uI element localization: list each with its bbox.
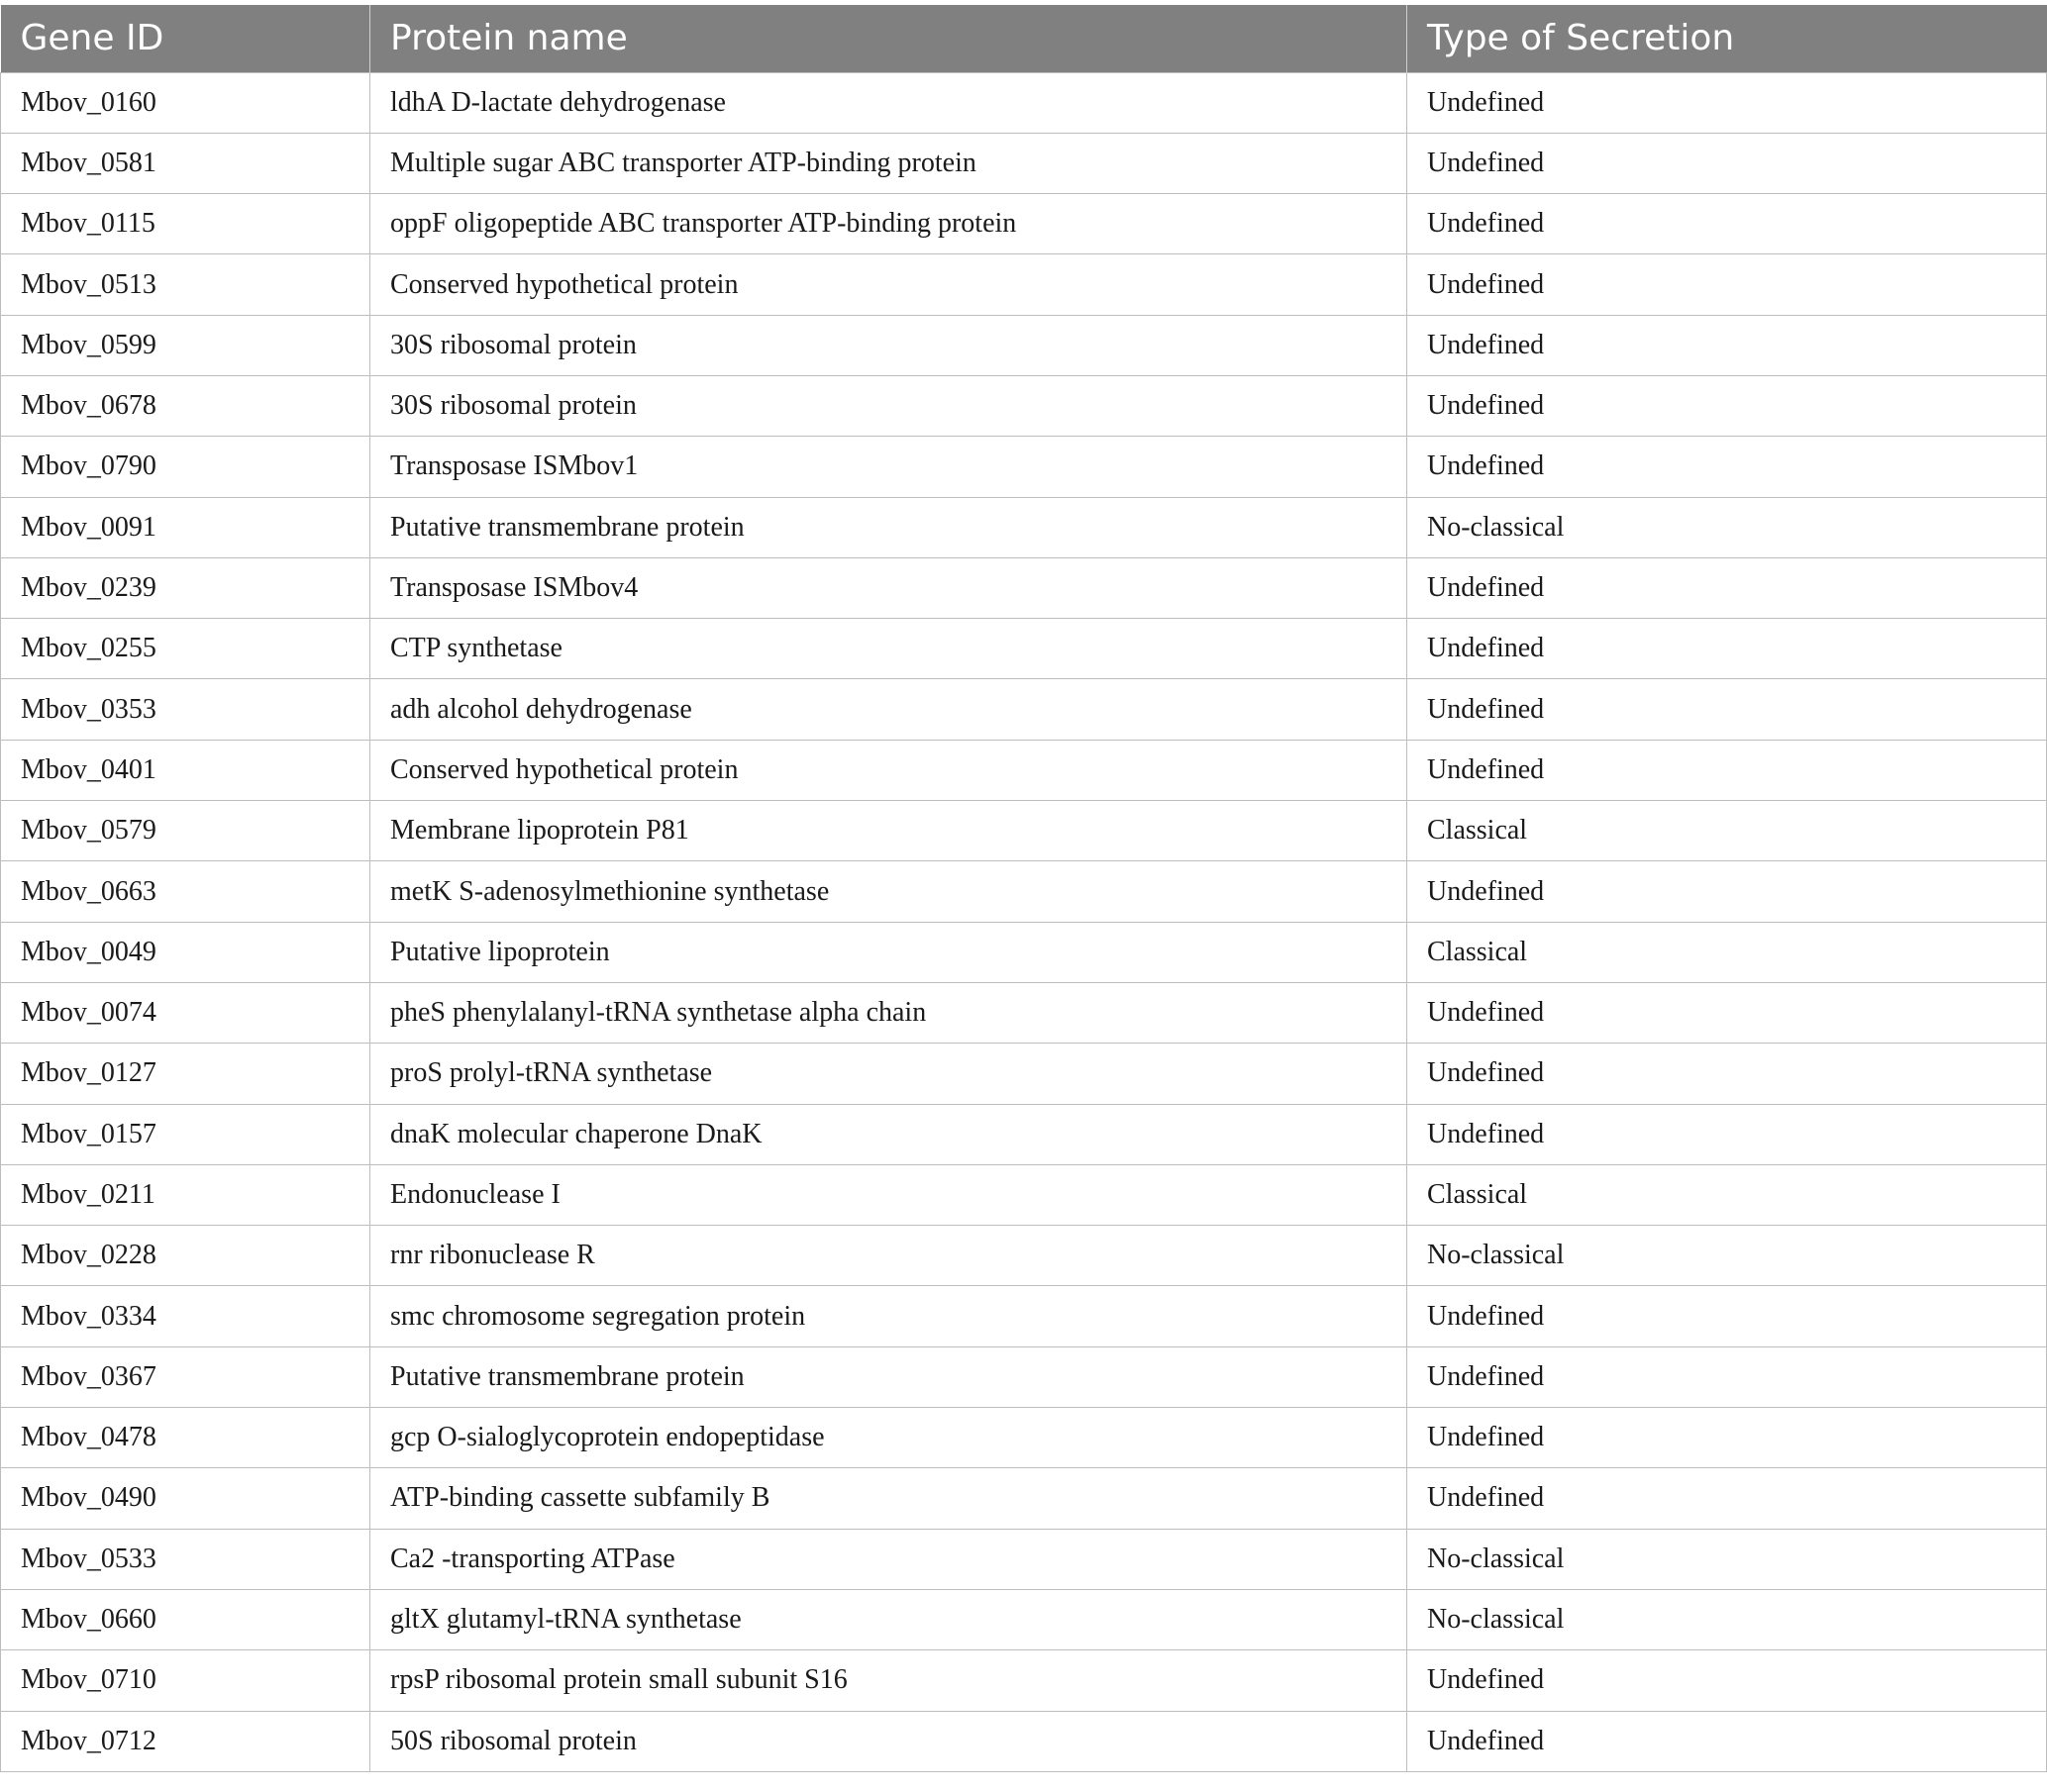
- secretion-type-cell: Undefined: [1407, 72, 2047, 133]
- table-row: [1, 740, 2047, 800]
- gene-id-cell: Mbov_0599: [1, 315, 370, 375]
- protein-name-cell: 30S ribosomal protein: [370, 375, 1407, 436]
- table-header: [1, 5, 2047, 72]
- gene-id-cell: Mbov_0790: [1, 437, 370, 497]
- table-row: [1, 619, 2047, 679]
- gene-id-cell: Mbov_0160: [1, 72, 370, 133]
- column-header-gene-id: Gene ID: [20, 18, 164, 59]
- header-row: [1, 5, 2047, 72]
- table-row: [1, 1346, 2047, 1407]
- protein-name-cell: Membrane lipoprotein P81: [370, 801, 1407, 861]
- protein-name-cell: smc chromosome segregation protein: [370, 1286, 1407, 1346]
- gene-id-cell: Mbov_0710: [1, 1650, 370, 1711]
- secretion-type-cell: Classical: [1407, 801, 2047, 861]
- gene-id-cell: Mbov_0115: [1, 194, 370, 254]
- table-row: [1, 1589, 2047, 1649]
- secretion-type-cell: Undefined: [1407, 1286, 2047, 1346]
- secretion-type-cell: Undefined: [1407, 557, 2047, 618]
- table-body: [1, 72, 2047, 1771]
- secretion-table-container: [0, 5, 2046, 1772]
- protein-name-cell: Transposase ISMbov4: [370, 557, 1407, 618]
- secretion-type-cell: Classical: [1407, 922, 2047, 982]
- table-row: [1, 497, 2047, 557]
- secretion-type-cell: Undefined: [1407, 315, 2047, 375]
- table-row: [1, 1650, 2047, 1711]
- gene-id-cell: Mbov_0049: [1, 922, 370, 982]
- secretion-type-cell: Undefined: [1407, 982, 2047, 1043]
- table-row: [1, 1529, 2047, 1589]
- protein-name-cell: CTP synthetase: [370, 619, 1407, 679]
- secretion-type-cell: Classical: [1407, 1164, 2047, 1225]
- table-row: [1, 1226, 2047, 1286]
- table-row: [1, 1711, 2047, 1771]
- table-row: [1, 254, 2047, 315]
- gene-id-cell: Mbov_0157: [1, 1104, 370, 1164]
- protein-name-cell: Transposase ISMbov1: [370, 437, 1407, 497]
- secretion-type-cell: Undefined: [1407, 133, 2047, 193]
- protein-name-cell: dnaK molecular chaperone DnaK: [370, 1104, 1407, 1164]
- table-row: [1, 1044, 2047, 1104]
- protein-name-cell: gcp O-sialoglycoprotein endopeptidase: [370, 1408, 1407, 1468]
- table-row: [1, 1286, 2047, 1346]
- secretion-type-cell: No-classical: [1407, 1589, 2047, 1649]
- secretion-type-cell: No-classical: [1407, 1226, 2047, 1286]
- protein-name-cell: Conserved hypothetical protein: [370, 740, 1407, 800]
- gene-id-cell: Mbov_0660: [1, 1589, 370, 1649]
- gene-id-cell: Mbov_0239: [1, 557, 370, 618]
- table-row: [1, 679, 2047, 740]
- secretion-type-cell: Undefined: [1407, 740, 2047, 800]
- table-row: [1, 1468, 2047, 1529]
- table-row: [1, 315, 2047, 375]
- protein-name-cell: Endonuclease I: [370, 1164, 1407, 1225]
- protein-name-cell: Putative transmembrane protein: [370, 1346, 1407, 1407]
- gene-id-cell: Mbov_0074: [1, 982, 370, 1043]
- protein-name-cell: 30S ribosomal protein: [370, 315, 1407, 375]
- gene-id-cell: Mbov_0211: [1, 1164, 370, 1225]
- table-row: [1, 982, 2047, 1043]
- secretion-type-cell: Undefined: [1407, 194, 2047, 254]
- protein-name-cell: pheS phenylalanyl-tRNA synthetase alpha chain: [370, 982, 1407, 1043]
- secretion-type-cell: No-classical: [1407, 497, 2047, 557]
- gene-id-cell: Mbov_0127: [1, 1044, 370, 1104]
- gene-id-cell: Mbov_0712: [1, 1711, 370, 1771]
- gene-id-cell: Mbov_0255: [1, 619, 370, 679]
- gene-id-cell: Mbov_0513: [1, 254, 370, 315]
- gene-id-cell: Mbov_0663: [1, 861, 370, 922]
- secretion-type-cell: Undefined: [1407, 1711, 2047, 1771]
- secretion-type-cell: Undefined: [1407, 1346, 2047, 1407]
- table-row: [1, 1104, 2047, 1164]
- protein-name-cell: ldhA D-lactate dehydrogenase: [370, 72, 1407, 133]
- gene-id-cell: Mbov_0228: [1, 1226, 370, 1286]
- table-row: [1, 801, 2047, 861]
- protein-name-cell: Multiple sugar ABC transporter ATP-binding protein: [370, 133, 1407, 193]
- protein-name-cell: proS prolyl-tRNA synthetase: [370, 1044, 1407, 1104]
- secretion-type-cell: Undefined: [1407, 437, 2047, 497]
- secretion-type-cell: Undefined: [1407, 1044, 2047, 1104]
- table-row: [1, 375, 2047, 436]
- secretion-type-cell: Undefined: [1407, 375, 2047, 436]
- gene-id-cell: Mbov_0367: [1, 1346, 370, 1407]
- secretion-type-cell: No-classical: [1407, 1529, 2047, 1589]
- protein-name-cell: Ca2 -transporting ATPase: [370, 1529, 1407, 1589]
- protein-name-cell: metK S-adenosylmethionine synthetase: [370, 861, 1407, 922]
- protein-name-cell: 50S ribosomal protein: [370, 1711, 1407, 1771]
- table-row: [1, 437, 2047, 497]
- protein-name-cell: Putative lipoprotein: [370, 922, 1407, 982]
- protein-name-cell: gltX glutamyl-tRNA synthetase: [370, 1589, 1407, 1649]
- protein-name-cell: rnr ribonuclease R: [370, 1226, 1407, 1286]
- protein-name-cell: adh alcohol dehydrogenase: [370, 679, 1407, 740]
- secretion-type-cell: Undefined: [1407, 619, 2047, 679]
- table-row: [1, 72, 2047, 133]
- gene-id-cell: Mbov_0401: [1, 740, 370, 800]
- gene-id-cell: Mbov_0533: [1, 1529, 370, 1589]
- protein-name-cell: Putative transmembrane protein: [370, 497, 1407, 557]
- gene-id-cell: Mbov_0490: [1, 1468, 370, 1529]
- secretion-type-cell: Undefined: [1407, 1408, 2047, 1468]
- gene-id-cell: Mbov_0579: [1, 801, 370, 861]
- secretion-type-cell: Undefined: [1407, 1104, 2047, 1164]
- gene-id-cell: Mbov_0334: [1, 1286, 370, 1346]
- gene-id-cell: Mbov_0353: [1, 679, 370, 740]
- gene-id-cell: Mbov_0478: [1, 1408, 370, 1468]
- secretion-type-cell: Undefined: [1407, 1468, 2047, 1529]
- table-row: [1, 194, 2047, 254]
- gene-id-cell: Mbov_0091: [1, 497, 370, 557]
- protein-name-cell: rpsP ribosomal protein small subunit S16: [370, 1650, 1407, 1711]
- table-row: [1, 861, 2047, 922]
- table-row: [1, 557, 2047, 618]
- secretion-table: [0, 5, 2047, 1772]
- protein-name-cell: ATP-binding cassette subfamily B: [370, 1468, 1407, 1529]
- secretion-type-cell: Undefined: [1407, 679, 2047, 740]
- secretion-type-cell: Undefined: [1407, 861, 2047, 922]
- protein-name-cell: Conserved hypothetical protein: [370, 254, 1407, 315]
- gene-id-cell: Mbov_0581: [1, 133, 370, 193]
- column-header-protein-name: Protein name: [370, 5, 1407, 72]
- secretion-type-cell: Undefined: [1407, 1650, 2047, 1711]
- table-row: [1, 922, 2047, 982]
- table-row: [1, 133, 2047, 193]
- column-header-type-of-secretion: Type of Secretion: [1407, 5, 2047, 72]
- gene-id-cell: Mbov_0678: [1, 375, 370, 436]
- secretion-type-cell: Undefined: [1407, 254, 2047, 315]
- table-row: [1, 1164, 2047, 1225]
- table-row: [1, 1408, 2047, 1468]
- protein-name-cell: oppF oligopeptide ABC transporter ATP-binding protein: [370, 194, 1407, 254]
